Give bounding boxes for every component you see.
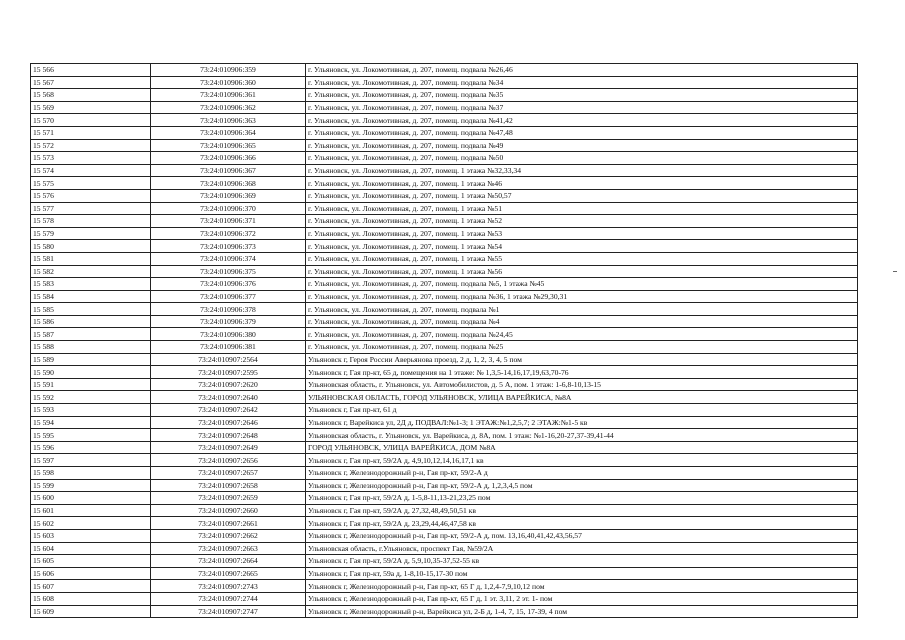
address-cell: Ульяновская область, г. Ульяновск, ул. Автомобилистов, д. 5 А, пом. 1 этаж: 1-6,8-10,13-15: [306, 378, 858, 391]
address-cell: Ульяновск г, Железнодорожный р-н, Гая пр-кт, 59/2-А д: [306, 467, 858, 480]
cadastral-number-cell: 73:24:010907:2744: [151, 592, 306, 605]
table-row: [31, 592, 858, 605]
row-number-cell: 15 590: [31, 366, 151, 379]
address-cell: г. Ульяновск, ул. Локомотивная, д. 207, помещ. подвала №47,48: [306, 126, 858, 139]
table-row: [31, 429, 858, 442]
address-cell: Ульяновск г, Железнодорожный р-н, Варейкиса ул, 2-Б д, 1-4, 7, 15, 17-39, 4 пом: [306, 605, 858, 618]
address-cell: г. Ульяновск, ул. Локомотивная, д. 207, помещ. подвала №49: [306, 139, 858, 152]
row-number-cell: 15 593: [31, 404, 151, 417]
cadastral-number-cell: 73:24:010907:2648: [151, 429, 306, 442]
cadastral-number-cell: 73:24:010907:2663: [151, 542, 306, 555]
table-row: [31, 290, 858, 303]
table-row: [31, 265, 858, 278]
cadastral-number-cell: 73:24:010906:377: [151, 290, 306, 303]
cadastral-number-cell: 73:24:010906:363: [151, 114, 306, 127]
cadastral-number-cell: 73:24:010907:2664: [151, 555, 306, 568]
cadastral-number-cell: 73:24:010906:380: [151, 328, 306, 341]
row-number-cell: 15 607: [31, 580, 151, 593]
cadastral-number-cell: 73:24:010907:2656: [151, 454, 306, 467]
registry-table-body: [31, 64, 858, 618]
cadastral-number-cell: 73:24:010906:367: [151, 164, 306, 177]
address-cell: Ульяновская область, г. Ульяновск, ул. Варейкиса, д. 8А, пом. 1 этаж: №1-16,20-27,37-39,41-44: [306, 429, 858, 442]
registry-table: [30, 63, 858, 618]
row-number-cell: 15 582: [31, 265, 151, 278]
row-number-cell: 15 602: [31, 517, 151, 530]
table-row: [31, 114, 858, 127]
table-row: [31, 353, 858, 366]
cadastral-number-cell: 73:24:010907:2649: [151, 441, 306, 454]
table-row: [31, 454, 858, 467]
table-row: [31, 467, 858, 480]
address-cell: Ульяновск г, Гая пр-кт, 59/2А д, 5,9,10,35-37,52-55 кв: [306, 555, 858, 568]
cadastral-number-cell: 73:24:010907:2665: [151, 567, 306, 580]
row-number-cell: 15 584: [31, 290, 151, 303]
table-row: [31, 202, 858, 215]
row-number-cell: 15 596: [31, 441, 151, 454]
table-row: [31, 278, 858, 291]
cadastral-number-cell: 73:24:010907:2657: [151, 467, 306, 480]
row-number-cell: 15 594: [31, 416, 151, 429]
address-cell: Ульяновск г, Железнодорожный р-н, Гая пр-кт, 59/2-А д, 1,2,3,4,5 пом: [306, 479, 858, 492]
table-row: [31, 189, 858, 202]
address-cell: Ульяновск г, Гая пр-кт, 59/2А д, 27,32,48,49,50,51 кв: [306, 504, 858, 517]
row-number-cell: 15 581: [31, 252, 151, 265]
address-cell: Ульяновск г, Гая пр-кт, 65 д, помещения на 1 этаже: № 1,3,5-14,16,17,19,63,70-76: [306, 366, 858, 379]
address-cell: г. Ульяновск, ул. Локомотивная, д. 207, помещ. подвала №26,46: [306, 64, 858, 77]
cadastral-number-cell: 73:24:010906:362: [151, 101, 306, 114]
cadastral-number-cell: 73:24:010906:361: [151, 89, 306, 102]
table-row: [31, 252, 858, 265]
table-row: [31, 76, 858, 89]
cadastral-number-cell: 73:24:010906:359: [151, 64, 306, 77]
table-row: [31, 177, 858, 190]
address-cell: г. Ульяновск, ул. Локомотивная, д. 207, помещ. 1 этажа №32,33,34: [306, 164, 858, 177]
row-number-cell: 15 609: [31, 605, 151, 618]
address-cell: Ульяновск г, Гая пр-кт, 59/2А д, 4,9,10,12,14,16,17,1 кв: [306, 454, 858, 467]
table-row: [31, 64, 858, 77]
cadastral-number-cell: 73:24:010907:2662: [151, 529, 306, 542]
row-number-cell: 15 595: [31, 429, 151, 442]
table-row: [31, 542, 858, 555]
address-cell: ГОРОД УЛЬЯНОВСК, УЛИЦА ВАРЕЙКИСА, ДОМ №8А: [306, 441, 858, 454]
row-number-cell: 15 569: [31, 101, 151, 114]
row-number-cell: 15 591: [31, 378, 151, 391]
address-cell: г. Ульяновск, ул. Локомотивная, д. 207, помещ. 1 этажа №56: [306, 265, 858, 278]
row-number-cell: 15 592: [31, 391, 151, 404]
cadastral-number-cell: 73:24:010906:373: [151, 240, 306, 253]
address-cell: Ульяновск г, Железнодорожный р-н, Гая пр-кт, 59/2-А д, пом. 13,16,40,41,42,43,56,57: [306, 529, 858, 542]
table-row: [31, 517, 858, 530]
table-row: [31, 303, 858, 316]
address-cell: г. Ульяновск, ул. Локомотивная, д. 207, помещ. подвала №25: [306, 341, 858, 354]
address-cell: г. Ульяновск, ул. Локомотивная, д. 207, помещ. 1 этажа №52: [306, 215, 858, 228]
row-number-cell: 15 606: [31, 567, 151, 580]
address-cell: Ульяновск г, Железнодорожный р-н, Гая пр-кт, 65 Г д, 1 эт. 3,11, 2 эт. 1- пом: [306, 592, 858, 605]
cadastral-number-cell: 73:24:010907:2564: [151, 353, 306, 366]
address-cell: г. Ульяновск, ул. Локомотивная, д. 207, помещ. 1 этажа №55: [306, 252, 858, 265]
cadastral-number-cell: 73:24:010906:360: [151, 76, 306, 89]
row-number-cell: 15 601: [31, 504, 151, 517]
cadastral-number-cell: 73:24:010906:372: [151, 227, 306, 240]
row-number-cell: 15 580: [31, 240, 151, 253]
address-cell: г. Ульяновск, ул. Локомотивная, д. 207, помещ. подвала №24,45: [306, 328, 858, 341]
row-number-cell: 15 571: [31, 126, 151, 139]
address-cell: г. Ульяновск, ул. Локомотивная, д. 207, помещ. подвала №50: [306, 152, 858, 165]
address-cell: г. Ульяновск, ул. Локомотивная, д. 207, помещ. 1 этажа №50,57: [306, 189, 858, 202]
row-number-cell: 15 575: [31, 177, 151, 190]
cadastral-number-cell: 73:24:010907:2660: [151, 504, 306, 517]
table-row: [31, 479, 858, 492]
row-number-cell: 15 585: [31, 303, 151, 316]
cadastral-number-cell: 73:24:010906:379: [151, 315, 306, 328]
table-row: [31, 126, 858, 139]
row-number-cell: 15 598: [31, 467, 151, 480]
cadastral-number-cell: 73:24:010906:374: [151, 252, 306, 265]
table-row: [31, 366, 858, 379]
cadastral-number-cell: 73:24:010907:2640: [151, 391, 306, 404]
row-number-cell: 15 586: [31, 315, 151, 328]
row-number-cell: 15 576: [31, 189, 151, 202]
row-number-cell: 15 588: [31, 341, 151, 354]
table-row: [31, 227, 858, 240]
row-number-cell: 15 578: [31, 215, 151, 228]
cadastral-number-cell: 73:24:010907:2658: [151, 479, 306, 492]
cadastral-number-cell: 73:24:010906:369: [151, 189, 306, 202]
address-cell: Ульяновск г, Гая пр-кт, 59/2А д, 1-5,8-11,13-21,23,25 пом: [306, 492, 858, 505]
table-row: [31, 529, 858, 542]
row-number-cell: 15 570: [31, 114, 151, 127]
table-row: [31, 555, 858, 568]
table-row: [31, 605, 858, 618]
address-cell: г. Ульяновск, ул. Локомотивная, д. 207, помещ. подвала №41,42: [306, 114, 858, 127]
address-cell: Ульяновск г, Гая пр-кт, 59а д, 1-8,10-15,17-30 пом: [306, 567, 858, 580]
row-number-cell: 15 603: [31, 529, 151, 542]
table-row: [31, 580, 858, 593]
table-row: [31, 441, 858, 454]
address-cell: г. Ульяновск, ул. Локомотивная, д. 207, помещ. подвала №36, 1 этажа №29,30,31: [306, 290, 858, 303]
row-number-cell: 15 579: [31, 227, 151, 240]
cadastral-number-cell: 73:24:010907:2595: [151, 366, 306, 379]
table-row: [31, 164, 858, 177]
table-row: [31, 101, 858, 114]
table-row: [31, 341, 858, 354]
row-number-cell: 15 573: [31, 152, 151, 165]
address-cell: г. Ульяновск, ул. Локомотивная, д. 207, помещ. подвала №37: [306, 101, 858, 114]
cadastral-number-cell: 73:24:010907:2747: [151, 605, 306, 618]
row-number-cell: 15 600: [31, 492, 151, 505]
address-cell: Ульяновск г, Героя России Аверьянова проезд, 2 д, 1, 2, 3, 4, 5 пом: [306, 353, 858, 366]
address-cell: г. Ульяновск, ул. Локомотивная, д. 207, помещ. подвала №34: [306, 76, 858, 89]
row-number-cell: 15 605: [31, 555, 151, 568]
row-number-cell: 15 577: [31, 202, 151, 215]
table-row: [31, 152, 858, 165]
table-row: [31, 378, 858, 391]
address-cell: Ульяновск г, Варейкиса ул, 2Д д, ПОДВАЛ:№1-3; 1 ЭТАЖ:№1,2,5,7; 2 ЭТАЖ:№1-5 кв: [306, 416, 858, 429]
row-number-cell: 15 572: [31, 139, 151, 152]
address-cell: Ульяновск г, Железнодорожный р-н, Гая пр-кт, 65 Г д, 1,2,4-7,9,10,12 пом: [306, 580, 858, 593]
address-cell: г. Ульяновск, ул. Локомотивная, д. 207, помещ. 1 этажа №46: [306, 177, 858, 190]
cadastral-number-cell: 73:24:010906:371: [151, 215, 306, 228]
row-number-cell: 15 568: [31, 89, 151, 102]
address-cell: г. Ульяновск, ул. Локомотивная, д. 207, помещ. подвала №1: [306, 303, 858, 316]
table-row: [31, 391, 858, 404]
cadastral-number-cell: 73:24:010906:376: [151, 278, 306, 291]
table-row: [31, 567, 858, 580]
cadastral-number-cell: 73:24:010906:370: [151, 202, 306, 215]
table-row: [31, 139, 858, 152]
address-cell: УЛЬЯНОВСКАЯ ОБЛАСТЬ, ГОРОД УЛЬЯНОВСК, УЛИЦА ВАРЕЙКИСА, №8А: [306, 391, 858, 404]
row-number-cell: 15 583: [31, 278, 151, 291]
cadastral-number-cell: 73:24:010906:365: [151, 139, 306, 152]
row-number-cell: 15 567: [31, 76, 151, 89]
table-row: [31, 492, 858, 505]
cadastral-number-cell: 73:24:010907:2661: [151, 517, 306, 530]
address-cell: Ульяновск г, Гая пр-кт, 61 д: [306, 404, 858, 417]
table-row: [31, 89, 858, 102]
address-cell: г. Ульяновск, ул. Локомотивная, д. 207, помещ. 1 этажа №51: [306, 202, 858, 215]
address-cell: г. Ульяновск, ул. Локомотивная, д. 207, помещ. подвала №35: [306, 89, 858, 102]
cadastral-number-cell: 73:24:010907:2646: [151, 416, 306, 429]
address-cell: г. Ульяновск, ул. Локомотивная, д. 207, помещ. 1 этажа №53: [306, 227, 858, 240]
table-row: [31, 404, 858, 417]
cadastral-number-cell: 73:24:010906:368: [151, 177, 306, 190]
row-number-cell: 15 587: [31, 328, 151, 341]
table-row: [31, 240, 858, 253]
row-number-cell: 15 608: [31, 592, 151, 605]
cadastral-number-cell: 73:24:010906:378: [151, 303, 306, 316]
address-cell: г. Ульяновск, ул. Локомотивная, д. 207, помещ. подвала №5, 1 этажа №45: [306, 278, 858, 291]
row-number-cell: 15 566: [31, 64, 151, 77]
row-number-cell: 15 589: [31, 353, 151, 366]
address-cell: г. Ульяновск, ул. Локомотивная, д. 207, помещ. 1 этажа №54: [306, 240, 858, 253]
cadastral-number-cell: 73:24:010907:2642: [151, 404, 306, 417]
row-number-cell: 15 597: [31, 454, 151, 467]
document-page: [30, 63, 858, 618]
cadastral-number-cell: 73:24:010906:381: [151, 341, 306, 354]
margin-mark: [893, 271, 897, 272]
table-row: [31, 328, 858, 341]
row-number-cell: 15 574: [31, 164, 151, 177]
address-cell: г. Ульяновск, ул. Локомотивная, д. 207, помещ. подвала №4: [306, 315, 858, 328]
table-row: [31, 215, 858, 228]
cadastral-number-cell: 73:24:010906:366: [151, 152, 306, 165]
table-row: [31, 416, 858, 429]
cadastral-number-cell: 73:24:010906:375: [151, 265, 306, 278]
address-cell: Ульяновск г, Гая пр-кт, 59/2А д, 23,29,44,46,47,58 кв: [306, 517, 858, 530]
cadastral-number-cell: 73:24:010907:2743: [151, 580, 306, 593]
cadastral-number-cell: 73:24:010907:2620: [151, 378, 306, 391]
row-number-cell: 15 604: [31, 542, 151, 555]
row-number-cell: 15 599: [31, 479, 151, 492]
address-cell: Ульяновская область, г.Ульяновск, проспект Гая, №59/2А: [306, 542, 858, 555]
table-row: [31, 504, 858, 517]
cadastral-number-cell: 73:24:010907:2659: [151, 492, 306, 505]
cadastral-number-cell: 73:24:010906:364: [151, 126, 306, 139]
table-row: [31, 315, 858, 328]
